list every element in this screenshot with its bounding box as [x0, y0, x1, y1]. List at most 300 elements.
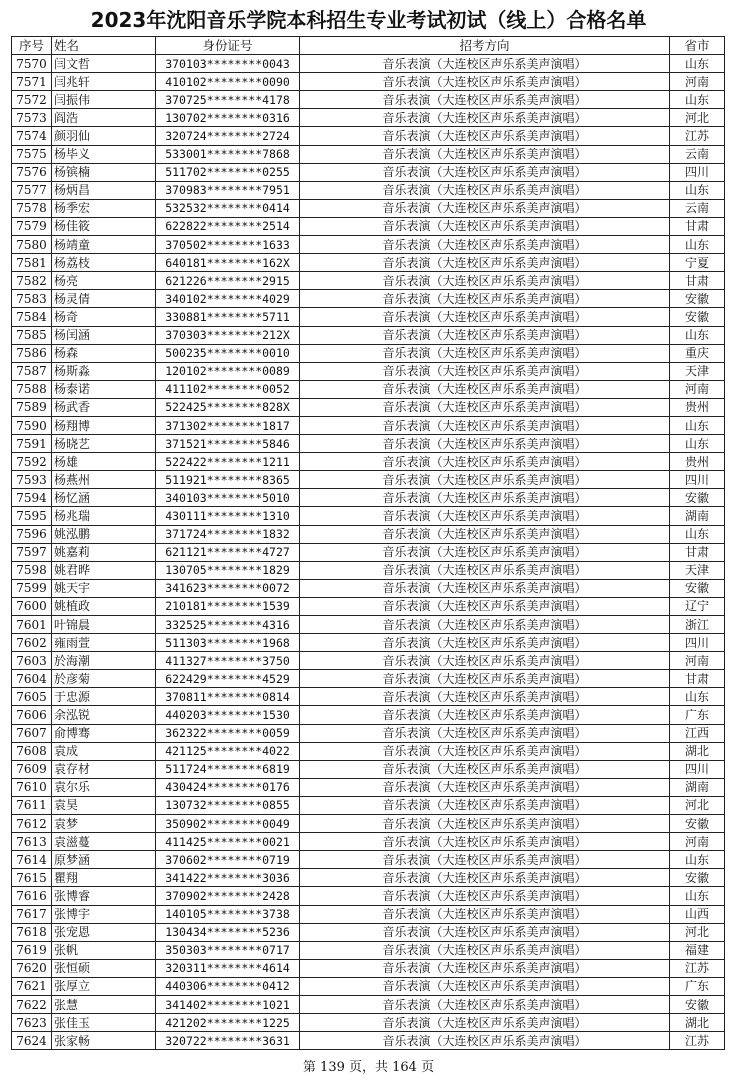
cell-id: 362322********0059	[156, 724, 300, 742]
cell-seq: 7606	[12, 706, 52, 724]
cell-seq: 7601	[12, 616, 52, 634]
cell-major: 音乐表演（大连校区声乐系美声演唱）	[300, 543, 670, 561]
cell-province: 安徽	[670, 290, 725, 308]
cell-province: 甘肃	[670, 543, 725, 561]
cell-province: 天津	[670, 362, 725, 380]
table-row	[12, 453, 725, 471]
cell-seq: 7597	[12, 543, 52, 561]
cell-major: 音乐表演（大连校区声乐系美声演唱）	[300, 181, 670, 199]
cell-id: 371302********1817	[156, 416, 300, 434]
cell-name: 张佳玉	[52, 1014, 156, 1032]
cell-name: 闫振伟	[52, 91, 156, 109]
cell-seq: 7608	[12, 742, 52, 760]
cell-major: 音乐表演（大连校区声乐系美声演唱）	[300, 977, 670, 995]
cell-seq: 7610	[12, 778, 52, 796]
cell-name: 杨灵倩	[52, 290, 156, 308]
table-row	[12, 670, 725, 688]
table-row	[12, 181, 725, 199]
cell-province: 湖南	[670, 778, 725, 796]
cell-name: 杨毕义	[52, 145, 156, 163]
table-row	[12, 199, 725, 217]
cell-name: 杨森	[52, 344, 156, 362]
table-row	[12, 435, 725, 453]
cell-province: 四川	[670, 760, 725, 778]
cell-id: 511702********0255	[156, 163, 300, 181]
cell-name: 张宠恩	[52, 923, 156, 941]
cell-province: 湖北	[670, 742, 725, 760]
cell-seq: 7605	[12, 688, 52, 706]
cell-name: 张帆	[52, 941, 156, 959]
table-row	[12, 236, 725, 254]
results-table	[11, 36, 725, 1050]
cell-major: 音乐表演（大连校区声乐系美声演唱）	[300, 272, 670, 290]
cell-id: 370902********2428	[156, 887, 300, 905]
cell-seq: 7619	[12, 941, 52, 959]
cell-seq: 7596	[12, 525, 52, 543]
cell-name: 杨兆瑞	[52, 507, 156, 525]
cell-id: 371521********5846	[156, 435, 300, 453]
table-header-row	[12, 37, 725, 55]
cell-province: 安徽	[670, 815, 725, 833]
cell-name: 张恒硕	[52, 959, 156, 977]
cell-id: 371724********1832	[156, 525, 300, 543]
cell-name: 张博睿	[52, 887, 156, 905]
cell-province: 山东	[670, 326, 725, 344]
cell-seq: 7570	[12, 55, 52, 73]
cell-id: 370602********0719	[156, 851, 300, 869]
cell-province: 江苏	[670, 959, 725, 977]
cell-seq: 7592	[12, 453, 52, 471]
cell-name: 叶锦晨	[52, 616, 156, 634]
cell-id: 522422********1211	[156, 453, 300, 471]
table-row	[12, 561, 725, 579]
cell-id: 350303********0717	[156, 941, 300, 959]
cell-seq: 7603	[12, 652, 52, 670]
cell-seq: 7623	[12, 1014, 52, 1032]
cell-province: 江苏	[670, 1032, 725, 1050]
cell-major: 音乐表演（大连校区声乐系美声演唱）	[300, 851, 670, 869]
cell-major: 音乐表演（大连校区声乐系美声演唱）	[300, 73, 670, 91]
cell-seq: 7588	[12, 380, 52, 398]
cell-seq: 7598	[12, 561, 52, 579]
cell-seq: 7612	[12, 815, 52, 833]
cell-major: 音乐表演（大连校区声乐系美声演唱）	[300, 742, 670, 760]
cell-id: 130732********0855	[156, 796, 300, 814]
table-row	[12, 73, 725, 91]
cell-name: 张厚立	[52, 977, 156, 995]
table-row	[12, 525, 725, 543]
cell-province: 山东	[670, 525, 725, 543]
cell-province: 山东	[670, 181, 725, 199]
table-row	[12, 652, 725, 670]
cell-province: 湖南	[670, 507, 725, 525]
table-row	[12, 760, 725, 778]
cell-name: 余泓锐	[52, 706, 156, 724]
table-row	[12, 1014, 725, 1032]
table-row	[12, 380, 725, 398]
cell-id: 370502********1633	[156, 236, 300, 254]
cell-name: 瞿翔	[52, 869, 156, 887]
table-row	[12, 579, 725, 597]
table-row	[12, 959, 725, 977]
cell-id: 640181********162X	[156, 254, 300, 272]
cell-seq: 7576	[12, 163, 52, 181]
cell-seq: 7577	[12, 181, 52, 199]
cell-name: 俞博骞	[52, 724, 156, 742]
table-row	[12, 815, 725, 833]
cell-id: 421125********4022	[156, 742, 300, 760]
cell-seq: 7604	[12, 670, 52, 688]
cell-name: 袁梦	[52, 815, 156, 833]
cell-id: 533001********7868	[156, 145, 300, 163]
cell-province: 山东	[670, 435, 725, 453]
cell-province: 宁夏	[670, 254, 725, 272]
cell-name: 杨亮	[52, 272, 156, 290]
cell-province: 河南	[670, 652, 725, 670]
table-row	[12, 290, 725, 308]
cell-name: 姚泓鹏	[52, 525, 156, 543]
table-row	[12, 416, 725, 434]
cell-major: 音乐表演（大连校区声乐系美声演唱）	[300, 435, 670, 453]
cell-name: 袁尔乐	[52, 778, 156, 796]
table-row	[12, 127, 725, 145]
cell-major: 音乐表演（大连校区声乐系美声演唱）	[300, 579, 670, 597]
cell-id: 532532********0414	[156, 199, 300, 217]
cell-seq: 7584	[12, 308, 52, 326]
cell-name: 杨斯淼	[52, 362, 156, 380]
cell-name: 於彦菊	[52, 670, 156, 688]
table-row	[12, 254, 725, 272]
cell-province: 广东	[670, 706, 725, 724]
cell-major: 音乐表演（大连校区声乐系美声演唱）	[300, 380, 670, 398]
cell-seq: 7587	[12, 362, 52, 380]
cell-name: 袁昊	[52, 796, 156, 814]
cell-id: 411425********0021	[156, 833, 300, 851]
table-row	[12, 923, 725, 941]
cell-seq: 7615	[12, 869, 52, 887]
cell-name: 张家畅	[52, 1032, 156, 1050]
cell-id: 340102********4029	[156, 290, 300, 308]
cell-major: 音乐表演（大连校区声乐系美声演唱）	[300, 1014, 670, 1032]
cell-major: 音乐表演（大连校区声乐系美声演唱）	[300, 398, 670, 416]
cell-province: 福建	[670, 941, 725, 959]
cell-major: 音乐表演（大连校区声乐系美声演唱）	[300, 55, 670, 73]
cell-name: 杨闰涵	[52, 326, 156, 344]
cell-province: 广东	[670, 977, 725, 995]
cell-seq: 7621	[12, 977, 52, 995]
cell-id: 320724********2724	[156, 127, 300, 145]
cell-id: 622822********2514	[156, 217, 300, 235]
cell-id: 500235********0010	[156, 344, 300, 362]
cell-id: 410102********0090	[156, 73, 300, 91]
cell-major: 音乐表演（大连校区声乐系美声演唱）	[300, 326, 670, 344]
cell-id: 320311********4614	[156, 959, 300, 977]
cell-major: 音乐表演（大连校区声乐系美声演唱）	[300, 869, 670, 887]
table-row	[12, 597, 725, 615]
cell-major: 音乐表演（大连校区声乐系美声演唱）	[300, 127, 670, 145]
table-row	[12, 326, 725, 344]
cell-id: 350902********0049	[156, 815, 300, 833]
cell-province: 河北	[670, 796, 725, 814]
cell-major: 音乐表演（大连校区声乐系美声演唱）	[300, 670, 670, 688]
cell-name: 杨镔楠	[52, 163, 156, 181]
cell-id: 411327********3750	[156, 652, 300, 670]
cell-name: 杨燕州	[52, 471, 156, 489]
cell-major: 音乐表演（大连校区声乐系美声演唱）	[300, 145, 670, 163]
table-row	[12, 833, 725, 851]
cell-name: 姚嘉莉	[52, 543, 156, 561]
cell-province: 山东	[670, 91, 725, 109]
cell-name: 杨忆涵	[52, 489, 156, 507]
cell-major: 音乐表演（大连校区声乐系美声演唱）	[300, 362, 670, 380]
cell-seq: 7624	[12, 1032, 52, 1050]
page-title: 2023年沈阳音乐学院本科招生专业考试初试（线上）合格名单	[90, 8, 647, 32]
cell-province: 河北	[670, 923, 725, 941]
cell-province: 四川	[670, 163, 725, 181]
cell-major: 音乐表演（大连校区声乐系美声演唱）	[300, 236, 670, 254]
cell-id: 430111********1310	[156, 507, 300, 525]
cell-major: 音乐表演（大连校区声乐系美声演唱）	[300, 724, 670, 742]
cell-major: 音乐表演（大连校区声乐系美声演唱）	[300, 688, 670, 706]
table-row	[12, 272, 725, 290]
cell-province: 山西	[670, 905, 725, 923]
header-province: 省市	[670, 37, 725, 55]
cell-province: 山东	[670, 887, 725, 905]
cell-id: 330881********5711	[156, 308, 300, 326]
cell-province: 浙江	[670, 616, 725, 634]
cell-province: 山东	[670, 236, 725, 254]
cell-province: 江苏	[670, 127, 725, 145]
cell-province: 河南	[670, 833, 725, 851]
table-row	[12, 869, 725, 887]
cell-name: 姚植政	[52, 597, 156, 615]
cell-name: 袁存材	[52, 760, 156, 778]
table-row	[12, 471, 725, 489]
cell-id: 340103********5010	[156, 489, 300, 507]
cell-province: 云南	[670, 145, 725, 163]
cell-seq: 7578	[12, 199, 52, 217]
cell-province: 河北	[670, 109, 725, 127]
cell-id: 511724********6819	[156, 760, 300, 778]
table-row	[12, 995, 725, 1013]
cell-major: 音乐表演（大连校区声乐系美声演唱）	[300, 597, 670, 615]
cell-seq: 7575	[12, 145, 52, 163]
cell-major: 音乐表演（大连校区声乐系美声演唱）	[300, 1032, 670, 1050]
cell-id: 621226********2915	[156, 272, 300, 290]
cell-id: 332525********4316	[156, 616, 300, 634]
cell-province: 山东	[670, 688, 725, 706]
table-row	[12, 398, 725, 416]
cell-major: 音乐表演（大连校区声乐系美声演唱）	[300, 507, 670, 525]
cell-major: 音乐表演（大连校区声乐系美声演唱）	[300, 905, 670, 923]
cell-id: 430424********0176	[156, 778, 300, 796]
cell-major: 音乐表演（大连校区声乐系美声演唱）	[300, 634, 670, 652]
cell-province: 河南	[670, 73, 725, 91]
table-row	[12, 55, 725, 73]
cell-major: 音乐表演（大连校区声乐系美声演唱）	[300, 254, 670, 272]
cell-seq: 7616	[12, 887, 52, 905]
cell-id: 522425********828X	[156, 398, 300, 416]
cell-id: 440203********1530	[156, 706, 300, 724]
cell-seq: 7583	[12, 290, 52, 308]
cell-major: 音乐表演（大连校区声乐系美声演唱）	[300, 561, 670, 579]
cell-seq: 7611	[12, 796, 52, 814]
cell-province: 湖北	[670, 1014, 725, 1032]
cell-seq: 7574	[12, 127, 52, 145]
cell-name: 杨泰诺	[52, 380, 156, 398]
cell-major: 音乐表演（大连校区声乐系美声演唱）	[300, 652, 670, 670]
cell-province: 重庆	[670, 344, 725, 362]
table-row	[12, 851, 725, 869]
table-row	[12, 507, 725, 525]
cell-name: 杨季宏	[52, 199, 156, 217]
cell-major: 音乐表演（大连校区声乐系美声演唱）	[300, 525, 670, 543]
table-row	[12, 706, 725, 724]
cell-name: 姚天宇	[52, 579, 156, 597]
cell-id: 130705********1829	[156, 561, 300, 579]
cell-seq: 7620	[12, 959, 52, 977]
cell-province: 甘肃	[670, 272, 725, 290]
cell-name: 原梦涵	[52, 851, 156, 869]
cell-name: 颜羽仙	[52, 127, 156, 145]
table-row	[12, 109, 725, 127]
cell-id: 511921********8365	[156, 471, 300, 489]
cell-province: 云南	[670, 199, 725, 217]
cell-major: 音乐表演（大连校区声乐系美声演唱）	[300, 471, 670, 489]
table-row	[12, 688, 725, 706]
cell-major: 音乐表演（大连校区声乐系美声演唱）	[300, 833, 670, 851]
cell-id: 421202********1225	[156, 1014, 300, 1032]
cell-name: 闫文哲	[52, 55, 156, 73]
cell-seq: 7571	[12, 73, 52, 91]
cell-name: 杨佳筱	[52, 217, 156, 235]
cell-name: 杨翔博	[52, 416, 156, 434]
cell-major: 音乐表演（大连校区声乐系美声演唱）	[300, 959, 670, 977]
cell-seq: 7580	[12, 236, 52, 254]
header-id: 身份证号	[156, 37, 300, 55]
cell-id: 210181********1539	[156, 597, 300, 615]
cell-seq: 7579	[12, 217, 52, 235]
cell-seq: 7590	[12, 416, 52, 434]
cell-name: 袁成	[52, 742, 156, 760]
table-row	[12, 217, 725, 235]
cell-id: 621121********4727	[156, 543, 300, 561]
cell-seq: 7599	[12, 579, 52, 597]
cell-id: 370103********0043	[156, 55, 300, 73]
cell-seq: 7617	[12, 905, 52, 923]
cell-name: 杨荔枝	[52, 254, 156, 272]
table-row	[12, 977, 725, 995]
cell-major: 音乐表演（大连校区声乐系美声演唱）	[300, 616, 670, 634]
cell-seq: 7600	[12, 597, 52, 615]
cell-seq: 7607	[12, 724, 52, 742]
header-seq: 序号	[12, 37, 52, 55]
cell-name: 闫兆轩	[52, 73, 156, 91]
cell-seq: 7614	[12, 851, 52, 869]
cell-id: 341422********3036	[156, 869, 300, 887]
cell-name: 杨晓艺	[52, 435, 156, 453]
cell-province: 甘肃	[670, 670, 725, 688]
cell-name: 于忠源	[52, 688, 156, 706]
cell-major: 音乐表演（大连校区声乐系美声演唱）	[300, 887, 670, 905]
table-row	[12, 724, 725, 742]
page-number: 第 139 页，共 164 页	[302, 1060, 435, 1075]
cell-name: 杨雄	[52, 453, 156, 471]
cell-major: 音乐表演（大连校区声乐系美声演唱）	[300, 416, 670, 434]
table-row	[12, 163, 725, 181]
cell-major: 音乐表演（大连校区声乐系美声演唱）	[300, 923, 670, 941]
cell-province: 河南	[670, 380, 725, 398]
table-row	[12, 616, 725, 634]
cell-major: 音乐表演（大连校区声乐系美声演唱）	[300, 941, 670, 959]
cell-name: 杨奇	[52, 308, 156, 326]
cell-major: 音乐表演（大连校区声乐系美声演唱）	[300, 489, 670, 507]
cell-seq: 7585	[12, 326, 52, 344]
cell-province: 安徽	[670, 489, 725, 507]
cell-seq: 7581	[12, 254, 52, 272]
cell-province: 辽宁	[670, 597, 725, 615]
cell-province: 安徽	[670, 308, 725, 326]
cell-province: 贵州	[670, 453, 725, 471]
table-row	[12, 796, 725, 814]
table-row	[12, 145, 725, 163]
cell-id: 622429********4529	[156, 670, 300, 688]
cell-province: 甘肃	[670, 217, 725, 235]
table-row	[12, 887, 725, 905]
cell-id: 341623********0072	[156, 579, 300, 597]
cell-seq: 7586	[12, 344, 52, 362]
cell-major: 音乐表演（大连校区声乐系美声演唱）	[300, 778, 670, 796]
cell-name: 姚君晔	[52, 561, 156, 579]
cell-major: 音乐表演（大连校区声乐系美声演唱）	[300, 308, 670, 326]
cell-major: 音乐表演（大连校区声乐系美声演唱）	[300, 199, 670, 217]
table-row	[12, 1032, 725, 1050]
cell-name: 张慧	[52, 995, 156, 1013]
cell-id: 440306********0412	[156, 977, 300, 995]
cell-seq: 7582	[12, 272, 52, 290]
cell-name: 阎浩	[52, 109, 156, 127]
cell-province: 江西	[670, 724, 725, 742]
cell-province: 安徽	[670, 869, 725, 887]
cell-seq: 7595	[12, 507, 52, 525]
cell-id: 370983********7951	[156, 181, 300, 199]
cell-major: 音乐表演（大连校区声乐系美声演唱）	[300, 453, 670, 471]
table-row	[12, 905, 725, 923]
cell-seq: 7613	[12, 833, 52, 851]
table-row	[12, 362, 725, 380]
table-row	[12, 941, 725, 959]
cell-seq: 7572	[12, 91, 52, 109]
table-body	[12, 55, 725, 1050]
cell-id: 341402********1021	[156, 995, 300, 1013]
table-row	[12, 543, 725, 561]
cell-id: 130702********0316	[156, 109, 300, 127]
cell-province: 山东	[670, 416, 725, 434]
cell-name: 杨靖童	[52, 236, 156, 254]
cell-province: 安徽	[670, 995, 725, 1013]
cell-province: 安徽	[670, 579, 725, 597]
cell-seq: 7594	[12, 489, 52, 507]
cell-name: 袁滋蔓	[52, 833, 156, 851]
table-row	[12, 344, 725, 362]
cell-name: 杨武香	[52, 398, 156, 416]
table-row	[12, 489, 725, 507]
cell-id: 120102********0089	[156, 362, 300, 380]
cell-province: 贵州	[670, 398, 725, 416]
cell-id: 370811********0814	[156, 688, 300, 706]
header-major: 招考方向	[300, 37, 670, 55]
cell-major: 音乐表演（大连校区声乐系美声演唱）	[300, 796, 670, 814]
